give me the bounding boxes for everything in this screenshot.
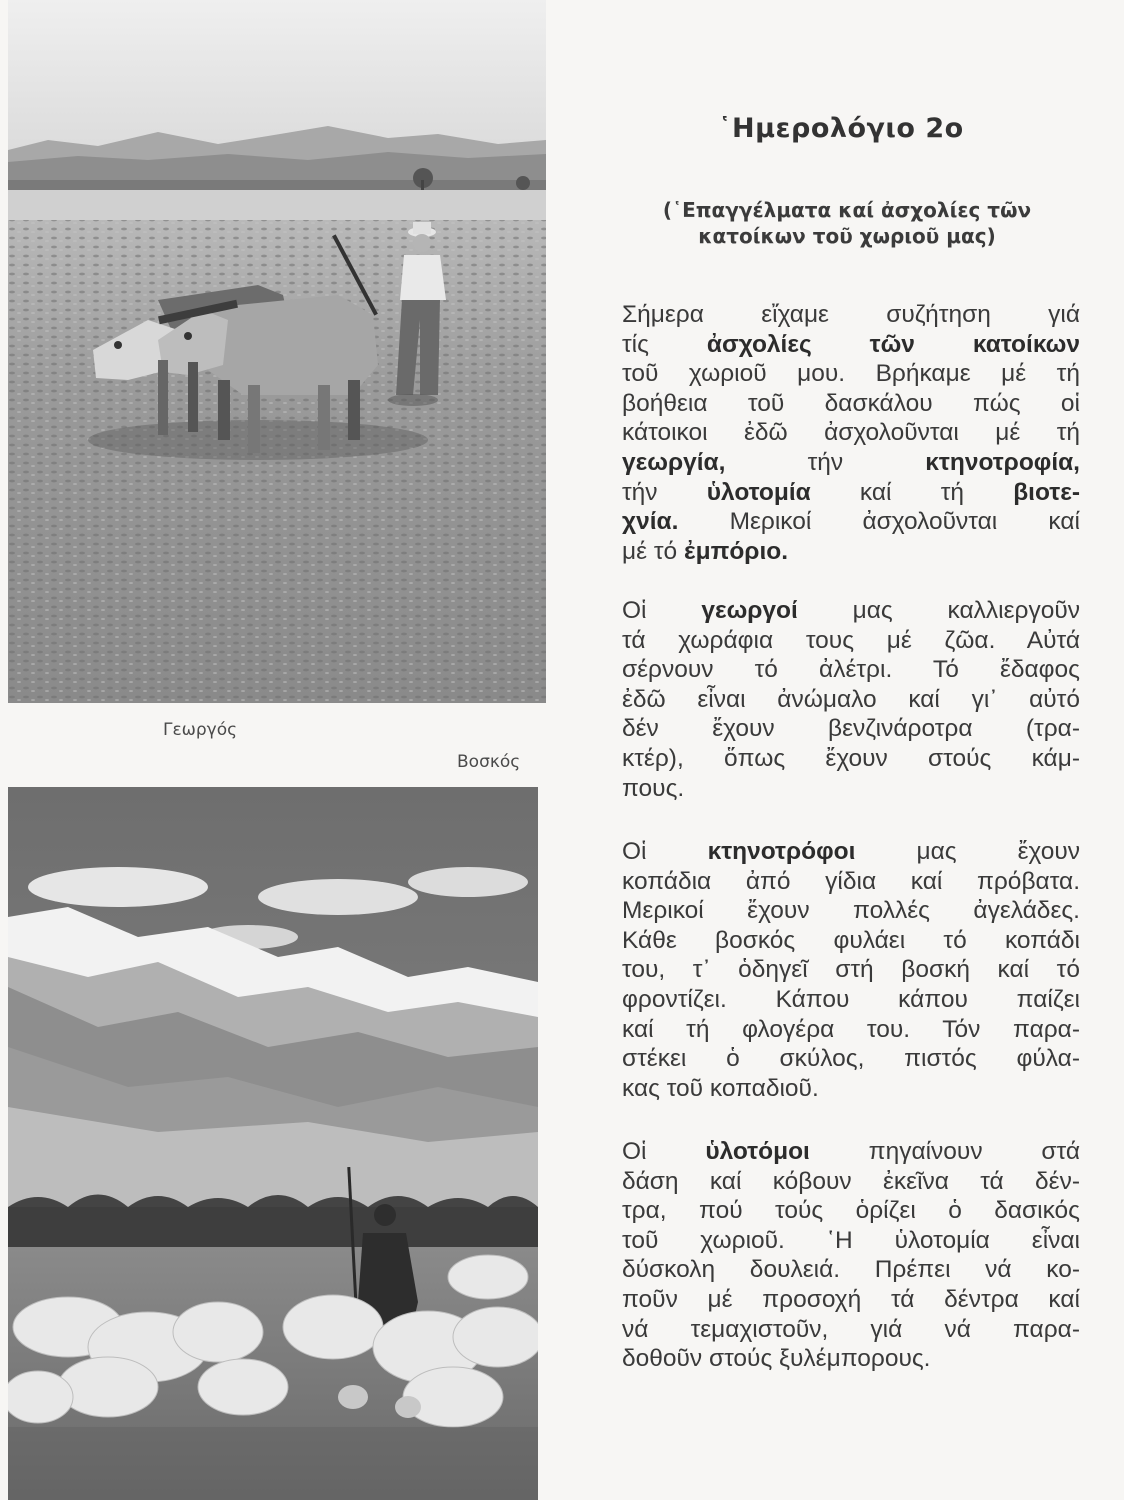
text-line: Σήμερα εἴχαμε συζήτηση γιά [622, 301, 1080, 328]
text-line: πους. [622, 774, 685, 802]
text-line: δύσκολη δουλειά. Πρέπει νά κο- [622, 1256, 1080, 1284]
bold-term: ὑλοτομία [706, 478, 811, 506]
bold-term: χνία. [622, 508, 679, 536]
text-line: φροντίζει. Κάπου κάπου παίζει [622, 985, 1080, 1013]
text-line: τίς ἀσχολίες τῶν κατοίκων [622, 330, 1080, 358]
text-line: στέκει ὁ σκύλος, πιστός φύλα- [622, 1045, 1080, 1073]
bold-term: κτηνοτρόφοι [707, 838, 856, 865]
text-line: κας τοῦ κοπαδιοῦ. [622, 1074, 819, 1102]
text-line: κτέρ), ὅπως ἔχουν στούς κάμ- [622, 744, 1080, 772]
subtitle-line-1: (῾Επαγγέλματα καί ἀσχολίες τῶν [662, 198, 1032, 222]
text-line: χνία. Μερικοί ἀσχολοῦνται καί [622, 508, 1080, 536]
text-line: Μερικοί ἔχουν πολλές ἀγελάδες. [622, 897, 1080, 925]
page-title: ῾Ημερολόγιο 2ο [718, 113, 964, 144]
shepherd-caption: Βοσκός [457, 752, 521, 772]
paragraph-woodcutters [622, 1137, 1080, 1374]
farmer-caption: Γεωργός [163, 720, 238, 740]
paragraph-occupations [622, 300, 1080, 566]
bold-term: γεωργοί [701, 597, 798, 624]
farmer-photo-drawing [8, 0, 546, 703]
text-line: τήν ὑλοτομία καί τή βιοτε- [622, 478, 1080, 506]
bold-term: ἐμπόριο. [683, 537, 789, 565]
shepherd-photo-drawing [8, 787, 538, 1500]
text-line: του, τ᾿ ὁδηγεῖ στή βοσκή καί τό [622, 956, 1080, 984]
text-line: τά χωράφια τους μέ ζῶα. Αὐτά [622, 626, 1080, 654]
subtitle-line-2: κατοίκων τοῦ χωριοῦ μας) [698, 224, 996, 248]
text-line: δέν ἔχουν βενζινάροτρα (τρα- [622, 715, 1080, 743]
bold-term: ἀσχολίες τῶν κατοίκων [706, 330, 1080, 358]
text-line: νά τεμαχιστοῦν, γιά νά παρα- [622, 1315, 1080, 1343]
bold-term: γεωργία, [622, 448, 726, 476]
paragraph-herders [622, 837, 1080, 1103]
text-line: Κάθε βοσκός φυλάει τό κοπάδι [622, 926, 1080, 954]
page-subtitle [612, 197, 1082, 249]
text-line: τοῦ χωριοῦ μου. Βρήκαμε μέ τή [622, 360, 1080, 388]
text-line: βοήθεια τοῦ δασκάλου πώς οἱ [622, 389, 1080, 417]
text-line: γεωργία, τήν κτηνοτροφία, [622, 448, 1080, 476]
farmer-photo [8, 0, 546, 703]
text-line: Οἱ κτηνοτρόφοι μας ἔχουν [622, 838, 1080, 865]
paragraph-farmers [622, 596, 1080, 803]
shepherd-photo [8, 787, 538, 1500]
bold-term: ὑλοτόμοι [705, 1138, 810, 1165]
text-line: μέ τό ἐμπόριο. [622, 537, 789, 565]
text-line: Οἱ γεωργοί μας καλλιεργοῦν [622, 597, 1080, 624]
text-line: δάση καί κόβουν ἐκεῖνα τά δέν- [622, 1167, 1080, 1195]
text-line: κοπάδια ἀπό γίδια καί πρόβατα. [622, 867, 1080, 895]
text-line: δοθοῦν στούς ξυλέμπορους. [622, 1345, 931, 1373]
text-line: Οἱ ὑλοτόμοι πηγαίνουν στά [622, 1138, 1080, 1165]
bold-term: βιοτε- [1013, 478, 1080, 506]
text-line: τοῦ χωριοῦ. ῾Η ὑλοτομία εἶναι [622, 1226, 1080, 1254]
bold-term: κτηνοτροφία, [925, 448, 1080, 476]
text-line: σέρνουν τό ἀλέτρι. Τό ἔδαφος [622, 656, 1080, 684]
text-line: κάτοικοι ἐδῶ ἀσχολοῦνται μέ τή [622, 419, 1080, 447]
text-line: τρα, πού τούς ὁρίζει ὁ δασικός [622, 1197, 1080, 1225]
text-line: καί τή φλογέρα του. Τόν παρα- [622, 1015, 1080, 1043]
text-line: ποῦν μέ προσοχή τά δέντρα καί [622, 1285, 1080, 1313]
text-line: ἐδῶ εἶναι ἀνώμαλο καί γι᾿ αὐτό [622, 685, 1080, 713]
